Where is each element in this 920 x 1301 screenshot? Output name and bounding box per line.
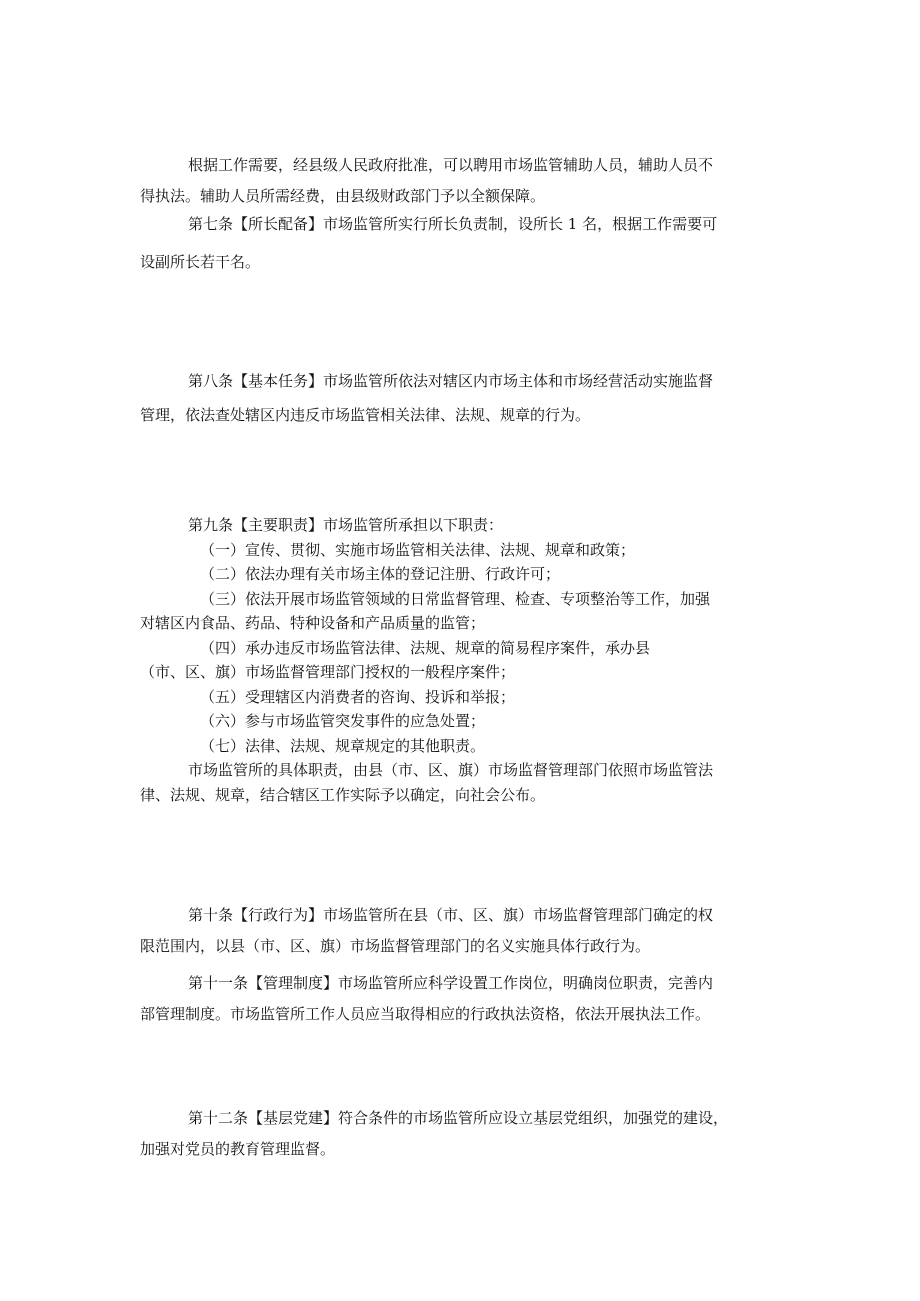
article-12-line-2: 加强对党员的教育管理监督。 bbox=[140, 1140, 336, 1158]
article-9-item-7: （七）法律、法规、规章规定的其他职责。 bbox=[200, 736, 486, 755]
article-8-line-1: 第八条【基本任务】市场监管所依法对辖区内市场主体和市场经营活动实施监督 bbox=[188, 372, 714, 390]
intro-line-2: 得执法。辅助人员所需经费，由县级财政部门予以全额保障。 bbox=[140, 187, 546, 205]
article-10-line-1: 第十条【行政行为】市场监管所在县（市、区、旗）市场监督管理部门确定的权 bbox=[188, 906, 714, 924]
article-9-item-1: （一）宣传、贯彻、实施市场监管相关法律、法规、规章和政策； bbox=[200, 540, 636, 559]
article-7-line-1: 第七条【所长配备】市场监管所实行所长负责制，设所长 1 名，根据工作需要可 bbox=[188, 215, 718, 233]
article-11-line-1: 第十一条【管理制度】市场监管所应科学设置工作岗位，明确岗位职责，完善内 bbox=[188, 974, 714, 992]
article-11-line-2: 部管理制度。市场监管所工作人员应当取得相应的行政执法资格，依法开展执法工作。 bbox=[140, 1005, 711, 1023]
article-10-line-2: 限范围内，以县（市、区、旗）市场监督管理部门的名义实施具体行政行为。 bbox=[140, 937, 651, 955]
article-7-line-2: 设副所长若干名。 bbox=[140, 253, 261, 271]
article-9-closing-line-2: 律、法规、规章，结合辖区工作实际予以确定，向社会公布。 bbox=[140, 785, 546, 804]
article-9-item-6: （六）参与市场监管突发事件的应急处置； bbox=[200, 712, 486, 730]
intro-paragraph bbox=[140, 150, 788, 212]
article-9-item-3-line-2: 对辖区内食品、药品、特种设备和产品质量的监管； bbox=[140, 614, 486, 632]
article-7-paragraph bbox=[140, 205, 788, 281]
article-9-item-2: （二）依法办理有关市场主体的登记注册、行政许可； bbox=[200, 565, 561, 583]
article-9-item-3-line-1: （三）依法开展市场监管领域的日常监督管理、检查、专项整治等工作，加强 bbox=[200, 589, 711, 608]
article-9-item-4-line-2: （市、区、旗）市场监督管理部门授权的一般程序案件； bbox=[140, 663, 516, 681]
article-8-paragraph bbox=[140, 364, 788, 432]
article-12-paragraph bbox=[140, 1103, 788, 1165]
article-9-item-4-line-1: （四）承办违反市场监管法律、法规、规章的简易程序案件，承办县 bbox=[200, 638, 651, 657]
article-10-paragraph bbox=[140, 900, 788, 962]
article-9-closing-line-1: 市场监管所的具体职责，由县（市、区、旗）市场监督管理部门依照市场监管法 bbox=[188, 761, 714, 779]
article-9-section bbox=[140, 513, 788, 807]
article-9-heading: 第九条【主要职责】市场监管所承担以下职责： bbox=[188, 516, 504, 534]
article-11-paragraph bbox=[140, 968, 788, 1030]
article-12-line-1: 第十二条【基层党建】符合条件的市场监管所应设立基层党组织，加强党的建设， bbox=[188, 1109, 729, 1127]
intro-line-1: 根据工作需要，经县级人民政府批准，可以聘用市场监管辅助人员，辅助人员不 bbox=[188, 156, 714, 174]
article-8-line-2: 管理，依法查处辖区内违反市场监管相关法律、法规、规章的行为。 bbox=[140, 406, 591, 424]
article-9-item-5: （五）受理辖区内消费者的咨询、投诉和举报； bbox=[200, 687, 516, 706]
